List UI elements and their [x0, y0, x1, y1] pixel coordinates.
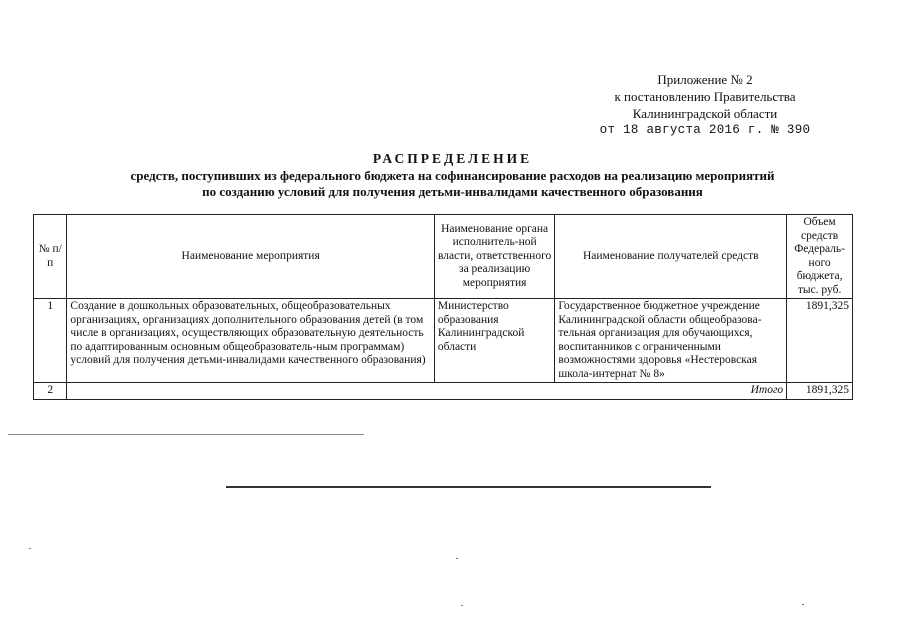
appendix-resolution: к постановлению Правительства: [614, 89, 796, 104]
header-event: Наименование мероприятия: [67, 215, 434, 299]
footnote-divider: [8, 434, 364, 435]
total-label: Итого: [67, 383, 787, 400]
table-row: [34, 299, 853, 383]
table-header-row: [34, 215, 853, 299]
distribution-table: [33, 214, 853, 400]
total-volume: 1891,325: [787, 383, 853, 400]
end-divider: [226, 486, 711, 488]
header-volume: Объем средств Федераль-ного бюджета, тыс. руб.: [787, 215, 853, 299]
scan-speck: [456, 558, 458, 559]
row-organ: Министерство образования Калининградской области: [434, 299, 554, 383]
appendix-region: Калининградской области: [632, 106, 778, 121]
header-organ: Наименование органа исполнитель-ной власти, ответственного за реализацию мероприятия: [434, 215, 554, 299]
scan-speck: [802, 604, 804, 605]
header-num: № п/п: [34, 215, 67, 299]
total-row: [34, 383, 853, 400]
document-title: РАСПРЕДЕЛЕНИЕ: [372, 151, 533, 166]
row-volume: 1891,325: [787, 299, 853, 383]
row-num: 1: [34, 299, 67, 383]
document-subtitle: [60, 168, 845, 200]
subtitle-line-2: по созданию условий для получения детьми-инвалидами качественного образования: [202, 184, 703, 199]
appendix-date: от 18 августа 2016 г. № 390: [599, 123, 811, 137]
header-recipients: Наименование получателей средств: [555, 215, 787, 299]
total-num: 2: [34, 383, 67, 400]
row-event: Создание в дошкольных образовательных, общеобразовательных организациях, организациях дополнительного образования детей (в том числе в организациях, осуществляющих образовательную деятельность по адаптированным основным общеобразователь-ным программам) условий для получения детьми-инвалидами качественного образования): [67, 299, 434, 383]
appendix-header: [575, 71, 835, 139]
scan-speck: [29, 548, 31, 549]
row-recipients: Государственное бюджетное учреждение Калининградской области общеобразова-тельная организация для обучающихся, воспитанников с ограниченными возможностями здоровья «Нестеровская школа-интернат № 8»: [555, 299, 787, 383]
subtitle-line-1: средств, поступивших из федерального бюджета на софинансирование расходов на реализацию мероприятий: [130, 168, 775, 183]
appendix-number: Приложение № 2: [657, 72, 753, 87]
scan-speck: [461, 605, 463, 606]
